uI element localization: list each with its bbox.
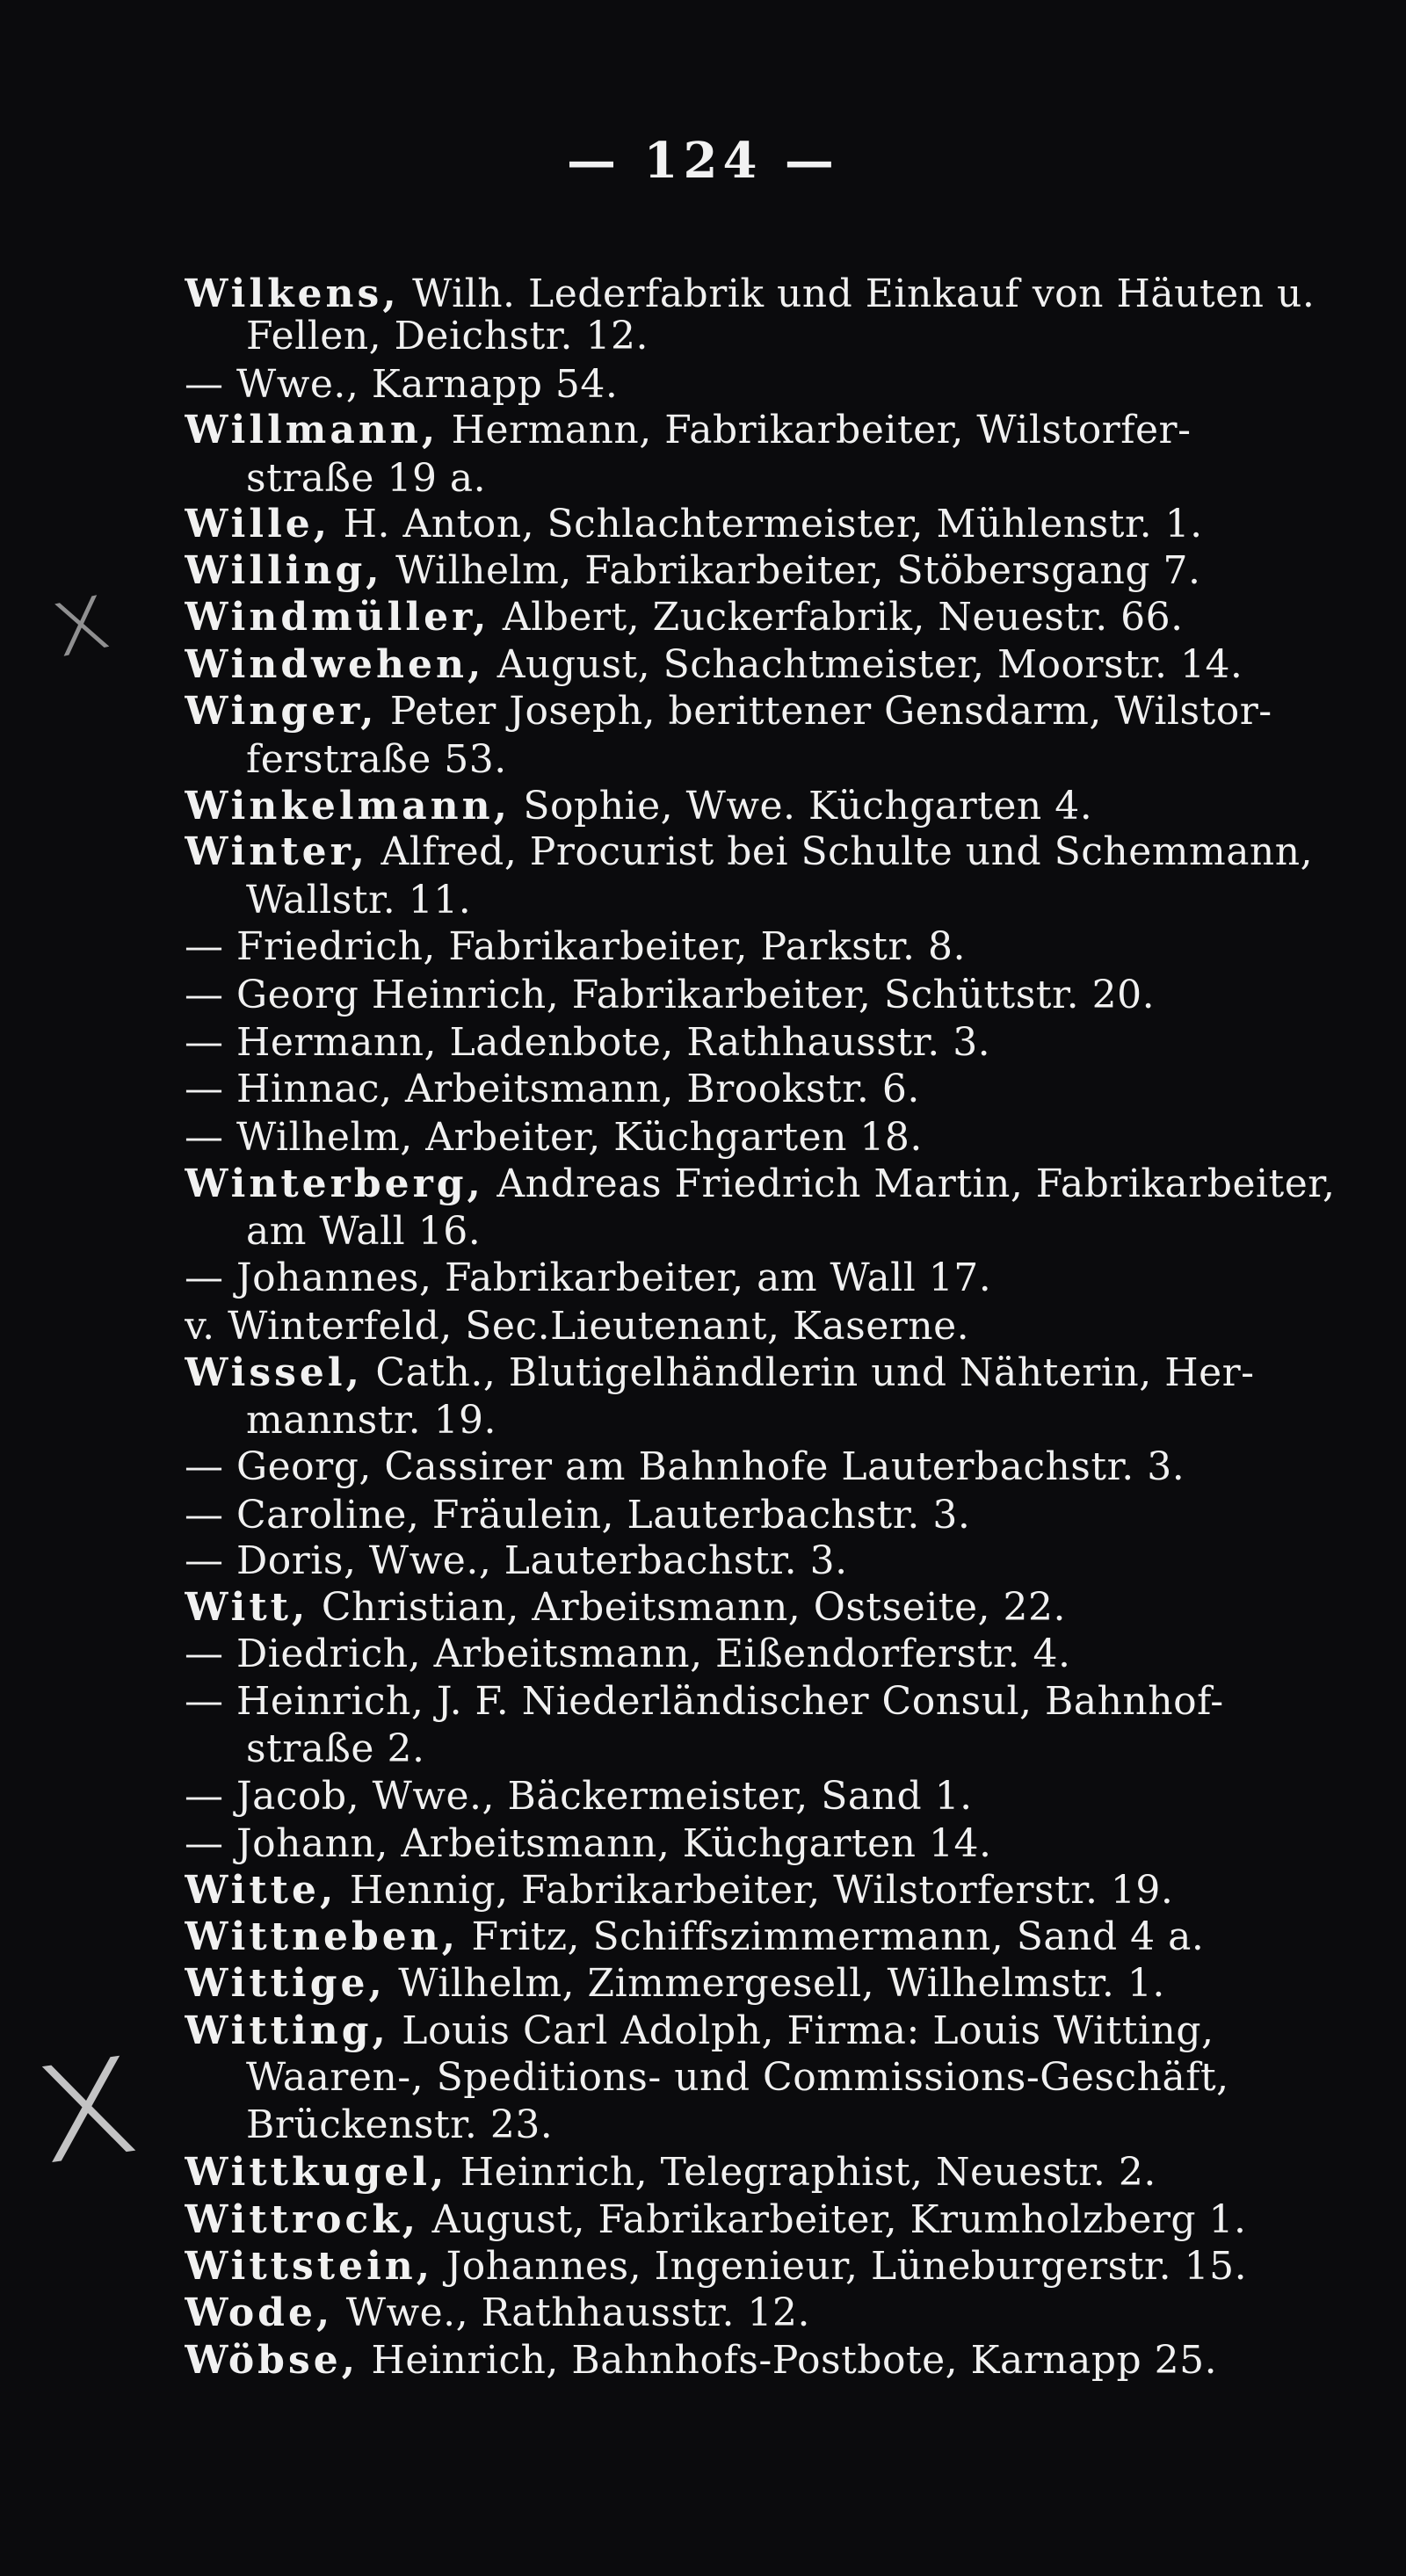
entry-details: Albert, Zuckerfabrik, Neuestr. 66. xyxy=(489,596,1184,640)
entry-surname: Wittkugel, xyxy=(185,2151,448,2195)
entry-surname: Wode, xyxy=(185,2291,334,2335)
entry-details: — Heinrich, J. F. Niederländischer Consul, Bahnhof- xyxy=(185,1680,1224,1724)
entry-details: v. Winterfeld, Sec.Lieutenant, Kaserne. xyxy=(185,1305,970,1349)
entry-surname: Witting, xyxy=(185,2009,389,2053)
directory-entry-continuation xyxy=(246,1399,496,1443)
directory-entry-continuation xyxy=(185,1305,969,1349)
entry-details: — Johann, Arbeitsmann, Küchgarten 14. xyxy=(185,1822,992,1866)
directory-entry-continuation xyxy=(185,973,1155,1017)
entry-details: Christian, Arbeitsmann, Ostseite, 22. xyxy=(308,1586,1066,1630)
entry-details: Hermann, Fabrikarbeiter, Wilstorfer- xyxy=(438,409,1192,452)
entry-details: Wilhelm, Fabrikarbeiter, Stöbersgang 7. xyxy=(382,549,1201,593)
directory-entry-continuation xyxy=(185,1256,991,1300)
directory-entry-continuation xyxy=(246,315,649,358)
directory-entry xyxy=(185,1869,1173,1913)
directory-entry-continuation xyxy=(185,363,618,407)
directory-entry-continuation xyxy=(185,1494,970,1538)
directory-entry xyxy=(185,2198,1247,2242)
entry-details: am Wall 16. xyxy=(246,1210,482,1254)
handwritten-mark: x xyxy=(19,1987,151,2206)
directory-entry xyxy=(185,1915,1204,1959)
entry-details: Wilhelm, Zimmergesell, Wilhelmstr. 1. xyxy=(385,1962,1165,2006)
entry-details: — Friedrich, Fabrikarbeiter, Parkstr. 8. xyxy=(185,925,966,969)
entry-surname: Windmüller, xyxy=(185,596,490,640)
entry-surname: Willmann, xyxy=(185,409,439,452)
directory-entry xyxy=(185,2151,1156,2195)
entry-details: Heinrich, Bahnhofs-Postbote, Karnapp 25. xyxy=(359,2339,1218,2383)
directory-entry-continuation xyxy=(185,1632,1070,1676)
directory-entry-continuation xyxy=(185,925,966,969)
entry-surname: Witt, xyxy=(185,1586,309,1630)
entry-details: — Diedrich, Arbeitsmann, Eißendorferstr. 4. xyxy=(185,1632,1071,1676)
entry-details: Heinrich, Telegraphist, Neuestr. 2. xyxy=(447,2151,1156,2195)
entry-details: Sophie, Wwe. Küchgarten 4. xyxy=(510,785,1093,829)
directory-entry-continuation xyxy=(246,738,507,782)
entry-details: Wwe., Rathhausstr. 12. xyxy=(333,2291,810,2335)
entry-details: — Hermann, Ladenbote, Rathhausstr. 3. xyxy=(185,1021,991,1065)
entry-details: Wilh. Lederfabrik und Einkauf von Häuten u. xyxy=(399,272,1315,316)
directory-entry-continuation xyxy=(246,879,471,923)
entry-details: straße 2. xyxy=(246,1727,425,1771)
directory-entry xyxy=(185,2009,1214,2053)
entry-surname: Winter, xyxy=(185,830,368,874)
entry-details: Cath., Blutigelhändlerin und Nähterin, Her- xyxy=(362,1351,1255,1395)
directory-entry-continuation xyxy=(246,2103,553,2147)
entry-details: straße 19 a. xyxy=(246,457,487,501)
entry-details: Louis Carl Adolph, Firma: Louis Witting, xyxy=(388,2009,1214,2053)
entry-details: — Wilhelm, Arbeiter, Küchgarten 18. xyxy=(185,1116,923,1160)
directory-entry-continuation xyxy=(185,1067,920,1111)
entry-details: ferstraße 53. xyxy=(246,738,507,782)
entry-surname: Wilkens, xyxy=(185,272,400,316)
entry-surname: Wissel, xyxy=(185,1351,363,1395)
entry-details: Fellen, Deichstr. 12. xyxy=(246,315,649,358)
directory-entry-continuation xyxy=(185,1775,973,1819)
directory-entry-continuation xyxy=(185,1116,923,1160)
directory-entry xyxy=(185,1351,1255,1395)
entry-details: Waaren-, Speditions- und Commissions-Geschäft, xyxy=(246,2056,1229,2100)
entry-surname: Willing, xyxy=(185,549,383,593)
entry-details: Hennig, Fabrikarbeiter, Wilstorferstr. 19. xyxy=(337,1869,1174,1913)
directory-entry xyxy=(185,2291,810,2335)
page-number: — 124 — xyxy=(567,132,839,190)
entry-surname: Wittige, xyxy=(185,1962,386,2006)
directory-entry-continuation xyxy=(246,1210,481,1254)
entry-details: — Georg Heinrich, Fabrikarbeiter, Schüttstr. 20. xyxy=(185,973,1156,1017)
entry-details: H. Anton, Schlachtermeister, Mühlenstr. 1. xyxy=(330,503,1203,546)
entry-details: — Hinnac, Arbeitsmann, Brookstr. 6. xyxy=(185,1067,920,1111)
handwritten-mark: x xyxy=(40,557,120,680)
directory-entry xyxy=(185,785,1092,829)
directory-entry xyxy=(185,596,1184,640)
directory-entry xyxy=(185,272,1315,316)
entry-surname: Windwehen, xyxy=(185,643,485,687)
entry-details: Andreas Friedrich Martin, Fabrikarbeiter, xyxy=(483,1162,1336,1206)
entry-details: — Georg, Cassirer am Bahnhofe Lauterbachstr. 3. xyxy=(185,1445,1185,1489)
directory-entry xyxy=(185,1586,1066,1630)
entry-surname: Winger, xyxy=(185,690,378,734)
directory-entry-continuation xyxy=(185,1539,848,1583)
entry-details: Peter Joseph, berittener Gensdarm, Wilstor- xyxy=(377,690,1272,734)
entry-details: — Wwe., Karnapp 54. xyxy=(185,363,619,407)
directory-entry xyxy=(185,409,1191,452)
entry-surname: Wittrock, xyxy=(185,2198,420,2242)
entry-details: — Caroline, Fräulein, Lauterbachstr. 3. xyxy=(185,1494,971,1538)
directory-entry xyxy=(185,690,1272,734)
directory-entry xyxy=(185,503,1203,546)
directory-entry-continuation xyxy=(185,1680,1224,1724)
entry-details: Wallstr. 11. xyxy=(246,879,472,923)
entry-details: Johannes, Ingenieur, Lüneburgerstr. 15. xyxy=(433,2245,1248,2289)
entry-details: Alfred, Procurist bei Schulte und Schemmann, xyxy=(367,830,1314,874)
entry-surname: Winkelmann, xyxy=(185,785,511,829)
directory-entry xyxy=(185,643,1243,687)
directory-entry xyxy=(185,830,1313,874)
entry-details: Brückenstr. 23. xyxy=(246,2103,554,2147)
directory-entry xyxy=(185,2339,1217,2383)
entry-details: — Doris, Wwe., Lauterbachstr. 3. xyxy=(185,1539,848,1583)
entry-details: — Johannes, Fabrikarbeiter, am Wall 17. xyxy=(185,1256,992,1300)
directory-entry-continuation xyxy=(185,1822,991,1866)
directory-entry-continuation xyxy=(246,2056,1229,2100)
entry-surname: Winterberg, xyxy=(185,1162,484,1206)
directory-entry-continuation xyxy=(246,457,486,501)
entry-details: August, Fabrikarbeiter, Krumholzberg 1. xyxy=(419,2198,1247,2242)
directory-entry xyxy=(185,1962,1165,2006)
entry-details: — Jacob, Wwe., Bäckermeister, Sand 1. xyxy=(185,1775,973,1819)
entry-surname: Wöbse, xyxy=(185,2339,359,2383)
entry-details: August, Schachtmeister, Moorstr. 14. xyxy=(484,643,1243,687)
directory-entry xyxy=(185,549,1200,593)
directory-entry-continuation xyxy=(246,1727,424,1771)
entry-surname: Wille, xyxy=(185,503,331,546)
entry-details: Fritz, Schiffszimmermann, Sand 4 a. xyxy=(459,1915,1205,1959)
entry-surname: Witte, xyxy=(185,1869,337,1913)
directory-entry-continuation xyxy=(185,1021,990,1065)
entry-surname: Wittneben, xyxy=(185,1915,460,1959)
directory-entry xyxy=(185,2245,1247,2289)
entry-surname: Wittstein, xyxy=(185,2245,434,2289)
directory-entry xyxy=(185,1162,1335,1206)
entry-details: mannstr. 19. xyxy=(246,1399,497,1443)
directory-entry-continuation xyxy=(185,1445,1185,1489)
